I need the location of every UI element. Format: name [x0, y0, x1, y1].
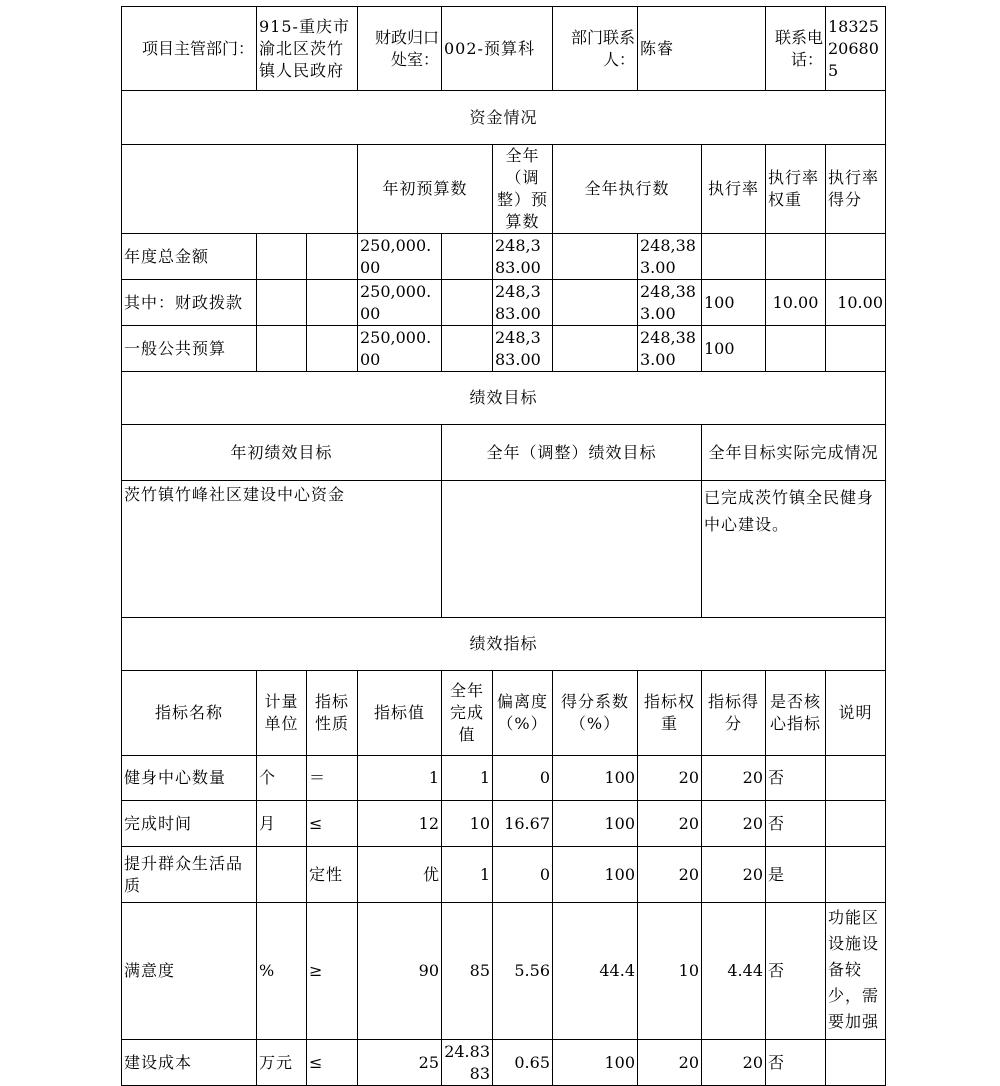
ind-note — [826, 801, 886, 847]
empty-cell — [553, 280, 638, 326]
ind-unit: 个 — [257, 756, 307, 801]
funds-row-score — [826, 234, 886, 280]
ind-core: 否 — [766, 903, 826, 1040]
indicators-header-row — [122, 671, 886, 756]
ind-score: 4.44 — [702, 903, 766, 1040]
ind-name: 完成时间 — [122, 801, 257, 847]
ind-note — [826, 847, 886, 903]
goals-initial-text: 茨竹镇竹峰社区建设中心资金 — [122, 481, 442, 618]
ind-weight: 20 — [638, 801, 702, 847]
ind-coef: 100 — [553, 847, 638, 903]
ind-deviation: 16.67 — [493, 801, 553, 847]
funds-col-weight: 执行率权重 — [766, 145, 826, 234]
ind-col-weight: 指标权重 — [638, 671, 702, 756]
ind-name: 提升群众生活品质 — [122, 847, 257, 903]
funds-col-initial: 年初预算数 — [358, 145, 493, 234]
ind-col-deviation: 偏离度（%） — [493, 671, 553, 756]
phone-value: 18325206805 — [826, 7, 886, 91]
ind-core: 是 — [766, 847, 826, 903]
funds-row-initial: 250,000.00 — [358, 280, 442, 326]
ind-completed: 10 — [442, 801, 493, 847]
funds-row — [122, 280, 886, 326]
funds-row-weight: 10.00 — [766, 280, 826, 326]
contact-value: 陈睿 — [638, 7, 766, 91]
ind-unit — [257, 847, 307, 903]
ind-completed: 1 — [442, 847, 493, 903]
indicators-section-title: 绩效指标 — [122, 618, 886, 671]
funds-row-name: 一般公共预算 — [122, 326, 257, 372]
empty-cell — [257, 280, 307, 326]
ind-value: 优 — [358, 847, 442, 903]
empty-cell — [442, 326, 493, 372]
ind-weight: 20 — [638, 1040, 702, 1086]
ind-weight: 20 — [638, 847, 702, 903]
funds-col-executed: 全年执行数 — [553, 145, 702, 234]
funds-row-executed: 248,383.00 — [638, 326, 702, 372]
funds-row-adjusted: 248,383.00 — [493, 234, 553, 280]
ind-col-value: 指标值 — [358, 671, 442, 756]
ind-core: 否 — [766, 756, 826, 801]
indicator-row — [122, 1040, 886, 1086]
funds-row-initial: 250,000.00 — [358, 326, 442, 372]
funds-row-adjusted: 248,383.00 — [493, 326, 553, 372]
ind-value: 1 — [358, 756, 442, 801]
ind-value: 90 — [358, 903, 442, 1040]
ind-deviation: 5.56 — [493, 903, 553, 1040]
funds-row-name: 年度总金额 — [122, 234, 257, 280]
funds-row-name: 其中：财政拨款 — [122, 280, 257, 326]
dept-label: 项目主管部门： — [122, 7, 257, 91]
ind-score: 20 — [702, 801, 766, 847]
ind-coef: 100 — [553, 1040, 638, 1086]
ind-score: 20 — [702, 756, 766, 801]
ind-deviation: 0 — [493, 756, 553, 801]
ind-nature: ≥ — [307, 903, 358, 1040]
performance-evaluation-table — [121, 6, 886, 1086]
funds-row-weight — [766, 234, 826, 280]
dept-value: 915-重庆市渝北区茨竹镇人民政府 — [257, 7, 358, 91]
funds-row-initial: 250,000.00 — [358, 234, 442, 280]
empty-cell — [257, 234, 307, 280]
ind-note — [826, 1040, 886, 1086]
funds-row — [122, 234, 886, 280]
header-row — [122, 7, 886, 91]
ind-note — [826, 756, 886, 801]
funds-section-title: 资金情况 — [122, 91, 886, 145]
ind-nature: ≤ — [307, 1040, 358, 1086]
ind-core: 否 — [766, 1040, 826, 1086]
ind-nature: ≤ — [307, 801, 358, 847]
ind-core: 否 — [766, 801, 826, 847]
empty-cell — [257, 326, 307, 372]
indicator-row — [122, 756, 886, 801]
ind-coef: 100 — [553, 756, 638, 801]
ind-name: 健身中心数量 — [122, 756, 257, 801]
ind-col-unit: 计量单位 — [257, 671, 307, 756]
empty-cell — [442, 234, 493, 280]
funds-row-adjusted: 248,383.00 — [493, 280, 553, 326]
ind-completed: 85 — [442, 903, 493, 1040]
empty-cell — [307, 280, 358, 326]
ind-weight: 20 — [638, 756, 702, 801]
ind-value: 25 — [358, 1040, 442, 1086]
goals-col-actual: 全年目标实际完成情况 — [702, 425, 886, 481]
ind-coef: 100 — [553, 801, 638, 847]
goals-col-adjusted: 全年（调整）绩效目标 — [442, 425, 702, 481]
ind-col-nature: 指标性质 — [307, 671, 358, 756]
funds-row-rate — [702, 234, 766, 280]
ind-note: 功能区设施设备较少，需要加强 — [826, 903, 886, 1040]
ind-col-note: 说明 — [826, 671, 886, 756]
ind-score: 20 — [702, 1040, 766, 1086]
ind-value: 12 — [358, 801, 442, 847]
goals-col-initial: 年初绩效目标 — [122, 425, 442, 481]
goals-actual-text: 已完成茨竹镇全民健身中心建设。 — [702, 481, 886, 618]
ind-col-coef: 得分系数（%） — [553, 671, 638, 756]
funds-header-row — [122, 145, 886, 234]
ind-unit: 月 — [257, 801, 307, 847]
indicators-section-row — [122, 618, 886, 671]
indicator-row — [122, 903, 886, 1040]
ind-completed: 24.8383 — [442, 1040, 493, 1086]
funds-row-weight — [766, 326, 826, 372]
funds-row-executed: 248,383.00 — [638, 234, 702, 280]
ind-coef: 44.4 — [553, 903, 638, 1040]
funds-col-rate: 执行率 — [702, 145, 766, 234]
ind-deviation: 0 — [493, 847, 553, 903]
empty-cell — [553, 234, 638, 280]
empty-cell — [307, 326, 358, 372]
empty-cell — [442, 280, 493, 326]
goals-header-row — [122, 425, 886, 481]
ind-name: 建设成本 — [122, 1040, 257, 1086]
ind-col-score: 指标得分 — [702, 671, 766, 756]
goals-section-title: 绩效目标 — [122, 372, 886, 425]
funds-row-rate: 100 — [702, 280, 766, 326]
funds-row-rate: 100 — [702, 326, 766, 372]
goals-adjusted-text — [442, 481, 702, 618]
funds-header-blank — [122, 145, 358, 234]
ind-nature: ＝ — [307, 756, 358, 801]
ind-unit: % — [257, 903, 307, 1040]
funds-row-score — [826, 326, 886, 372]
funds-row-score: 10.00 — [826, 280, 886, 326]
ind-name: 满意度 — [122, 903, 257, 1040]
funds-section-row — [122, 91, 886, 145]
indicator-row — [122, 847, 886, 903]
ind-unit: 万元 — [257, 1040, 307, 1086]
ind-col-core: 是否核心指标 — [766, 671, 826, 756]
goals-content-row — [122, 481, 886, 618]
goals-section-row — [122, 372, 886, 425]
funds-row — [122, 326, 886, 372]
indicator-row — [122, 801, 886, 847]
finance-value: 002-预算科 — [442, 7, 553, 91]
empty-cell — [553, 326, 638, 372]
phone-label: 联系电话： — [766, 7, 826, 91]
contact-label: 部门联系人： — [553, 7, 638, 91]
ind-completed: 1 — [442, 756, 493, 801]
ind-deviation: 0.65 — [493, 1040, 553, 1086]
empty-cell — [307, 234, 358, 280]
ind-col-completed: 全年完成值 — [442, 671, 493, 756]
funds-col-score: 执行率得分 — [826, 145, 886, 234]
ind-nature: 定性 — [307, 847, 358, 903]
finance-label: 财政归口处室： — [358, 7, 442, 91]
funds-row-executed: 248,383.00 — [638, 280, 702, 326]
ind-weight: 10 — [638, 903, 702, 1040]
ind-col-name: 指标名称 — [122, 671, 257, 756]
funds-col-adjusted: 全年（调整）预算数 — [493, 145, 553, 234]
ind-score: 20 — [702, 847, 766, 903]
